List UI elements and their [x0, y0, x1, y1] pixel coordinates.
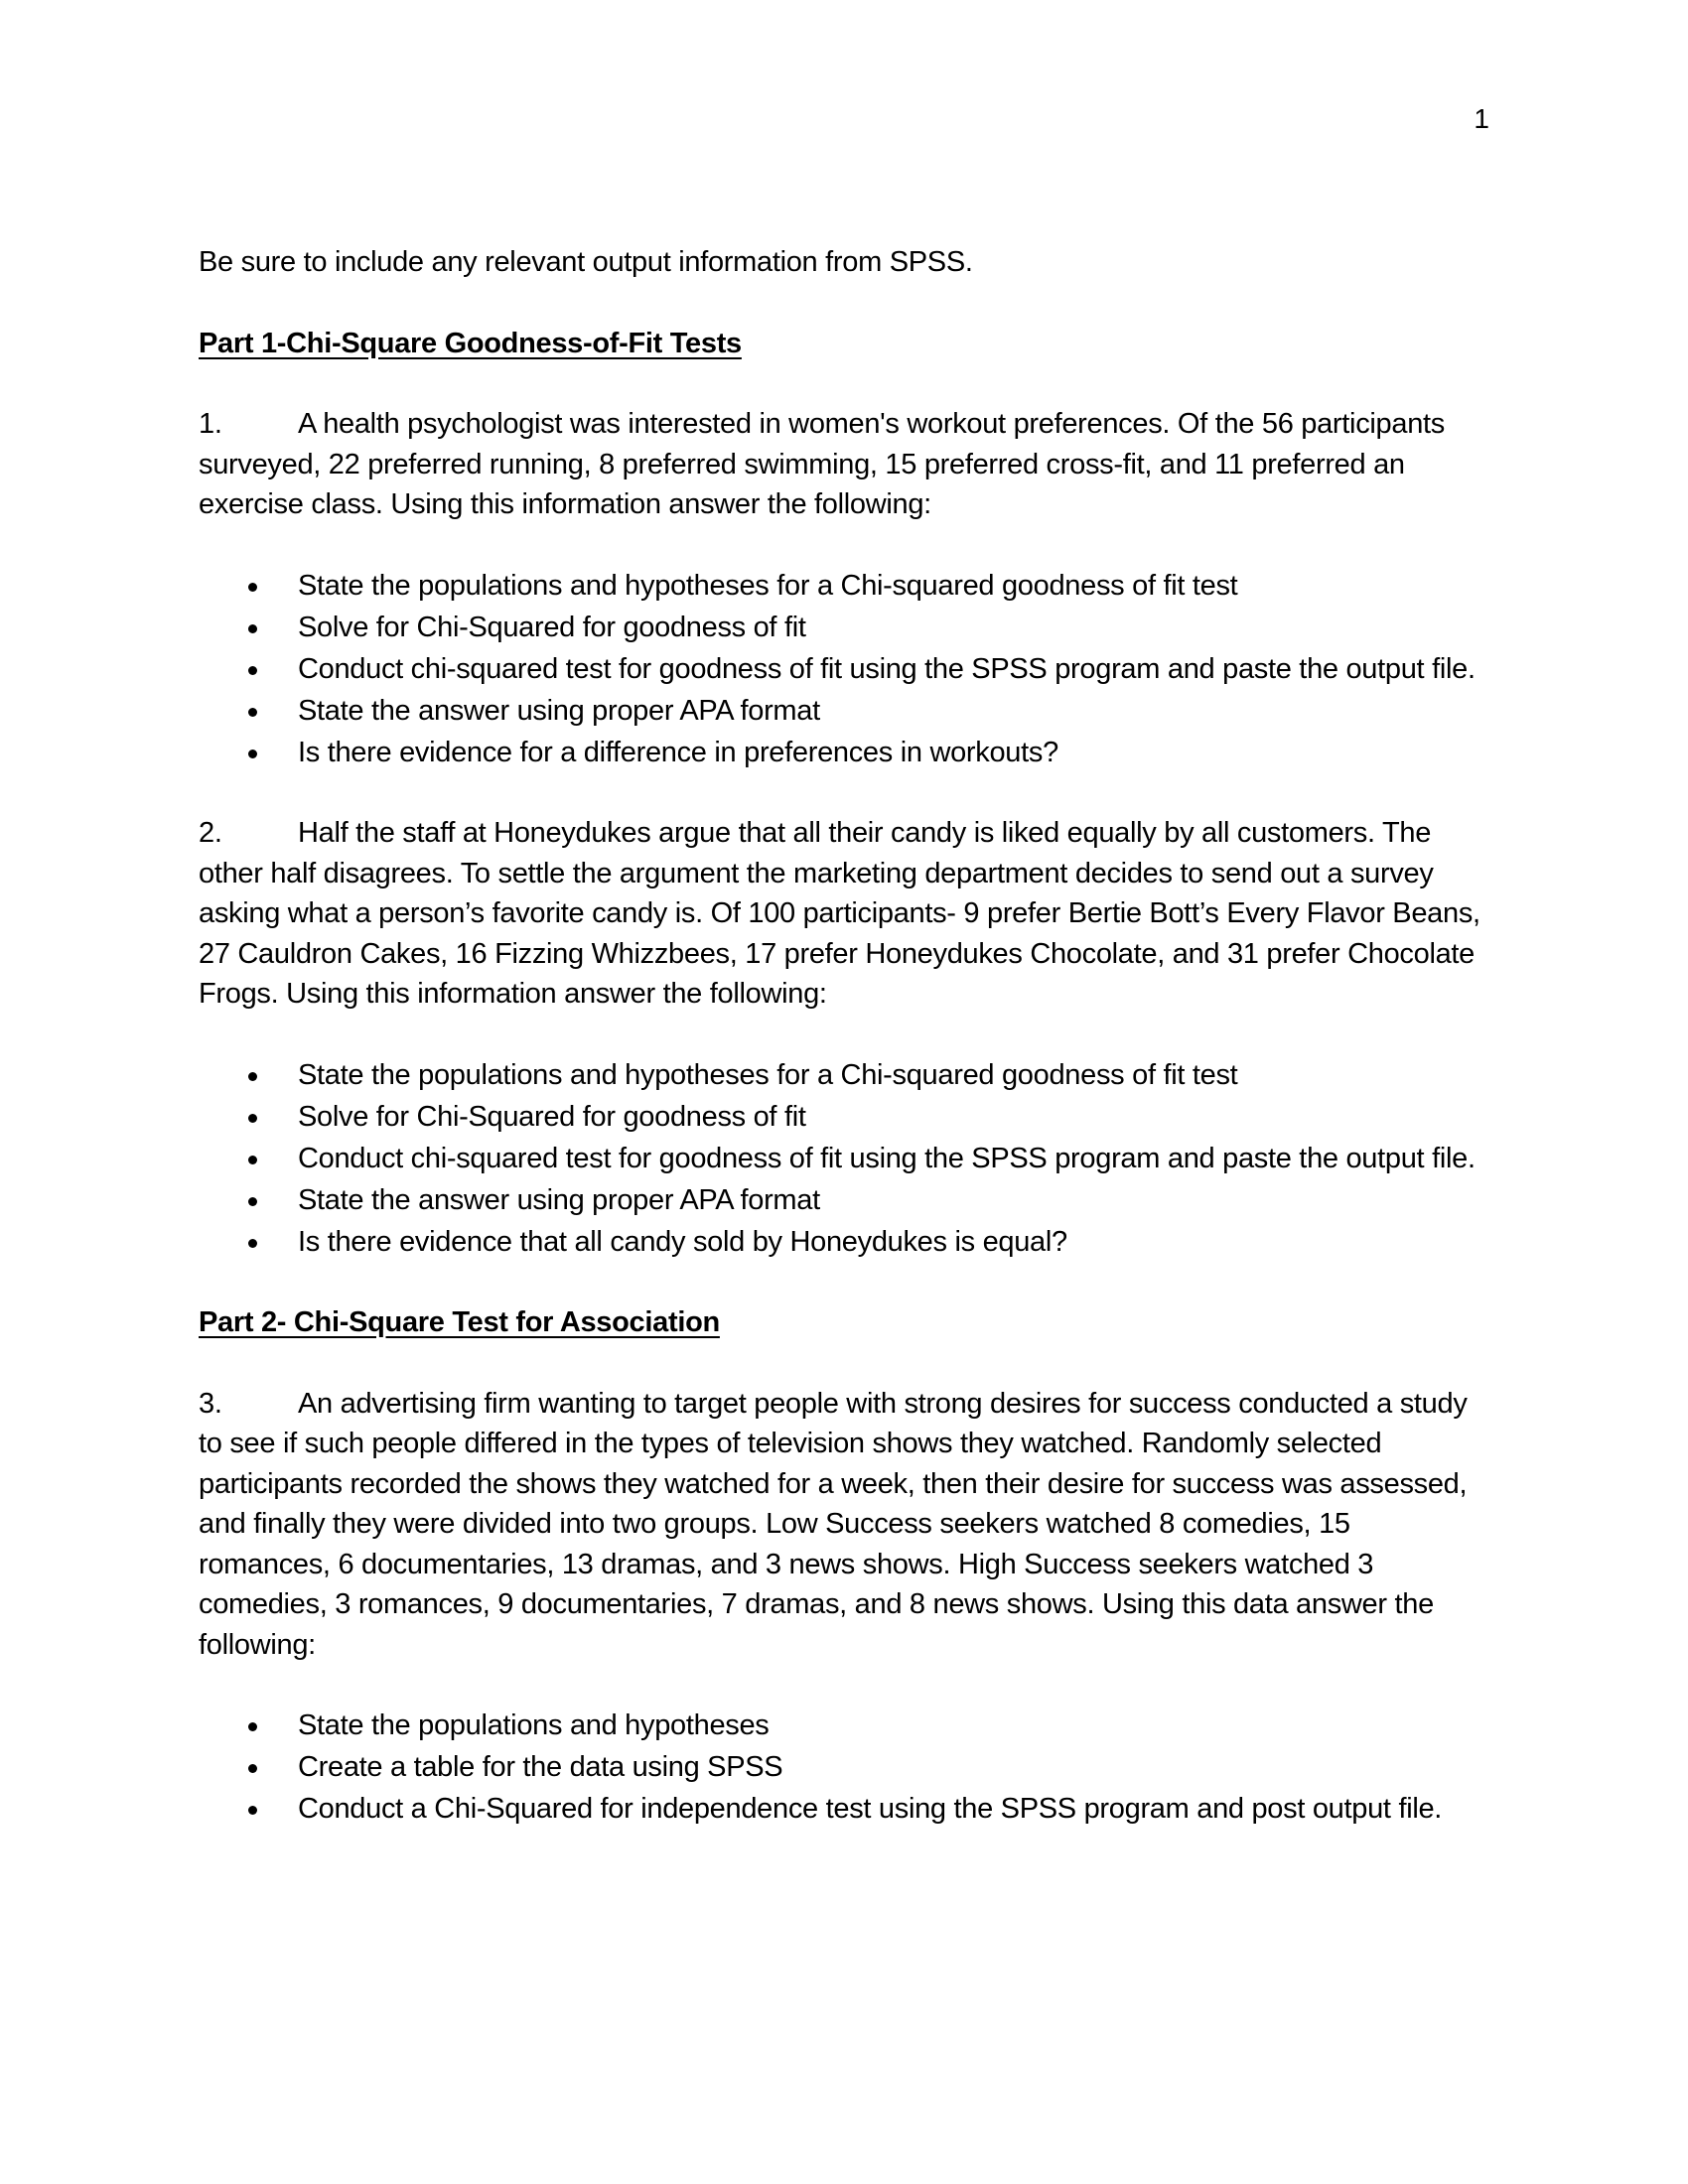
page-number: 1 [1474, 103, 1489, 134]
bullet-icon [248, 1197, 257, 1206]
bullet-icon [248, 666, 257, 675]
list-item [199, 1706, 1489, 1746]
list-item [199, 1180, 1489, 1221]
bullet-text: Solve for Chi-Squared for goodness of fit [298, 1100, 806, 1133]
bullet-icon [248, 1072, 257, 1081]
question-2 [199, 813, 1489, 1015]
bullet-text: State the answer using proper APA format [298, 1183, 820, 1216]
list-item [199, 1222, 1489, 1263]
list-item [199, 1789, 1489, 1830]
bullet-text: Conduct chi-squared test for goodness of fit using the SPSS program and paste the output file. [298, 1142, 1476, 1174]
question-3 [199, 1384, 1489, 1666]
bullet-text: Is there evidence for a difference in preferences in workouts? [298, 736, 1058, 768]
list-item [199, 566, 1489, 607]
bullet-text: Conduct a Chi-Squared for independence test using the SPSS program and post output file. [298, 1793, 1443, 1825]
part2-heading: Part 2- Chi-Square Test for Association [199, 1306, 720, 1338]
question-3-text: An advertising firm wanting to target people with strong desires for success conducted a study to see if such people differed in the types of television shows they watched. Randomly selected participants recorded the shows they watched for a week, then their desire for success was assessed, and finally they were divided into two groups. Low Success seekers watched 8 comedies, 15 romances, 6 documentaries, 13 dramas, and 3 news shows. High Success seekers watched 3 comedies, 3 romances, 9 documentaries, 7 dramas, and 8 news shows. Using this data answer the following: [199, 1387, 1468, 1661]
bullet-text: Solve for Chi-Squared for goodness of fit [298, 611, 806, 643]
list-item [199, 1139, 1489, 1179]
list-item [199, 691, 1489, 732]
bullet-icon [248, 1239, 257, 1248]
bullet-text: Is there evidence that all candy sold by Honeydukes is equal? [298, 1225, 1067, 1258]
bullet-icon [248, 1114, 257, 1123]
question-1-text: A health psychologist was interested in women's workout preferences. Of the 56 participants surveyed, 22 preferred running, 8 preferred swimming, 15 preferred cross-fit, and 11 preferred an exercise class. Using this information answer the following: [199, 408, 1445, 520]
bullet-icon [248, 1764, 257, 1773]
bullet-text: State the answer using proper APA format [298, 694, 820, 727]
bullet-text: State the populations and hypotheses [298, 1709, 770, 1741]
bullet-text: State the populations and hypotheses for a Chi-squared goodness of fit test [298, 1058, 1238, 1091]
list-item [199, 608, 1489, 648]
bullet-icon [248, 708, 257, 717]
question-3-number: 3. [199, 1387, 222, 1420]
bullet-icon [248, 1156, 257, 1164]
bullet-text: State the populations and hypotheses for a Chi-squared goodness of fit test [298, 569, 1238, 602]
intro-text: Be sure to include any relevant output information from SPSS. [199, 246, 973, 278]
question-2-number: 2. [199, 817, 222, 849]
list-item [199, 649, 1489, 690]
question-1-bullets [199, 566, 1489, 773]
question-1-number: 1. [199, 408, 222, 440]
bullet-icon [248, 1722, 257, 1731]
question-2-text: Half the staff at Honeydukes argue that all their candy is liked equally by all customers. The other half disagrees. To settle the argument the marketing department decides to send out a survey asking what a person’s favorite candy is. Of 100 participants- 9 prefer Bertie Bott’s Every Flavor Beans, 27 Cauldron Cakes, 16 Fizzing Whizzbees, 17 prefer Honeydukes Chocolate, and 31 prefer Chocolate Frogs. Using this information answer the following: [199, 817, 1480, 1010]
bullet-icon [248, 583, 257, 592]
list-item [199, 1747, 1489, 1788]
bullet-icon [248, 750, 257, 758]
bullet-text: Conduct chi-squared test for goodness of fit using the SPSS program and paste the output file. [298, 652, 1476, 685]
bullet-icon [248, 1806, 257, 1815]
question-2-bullets [199, 1055, 1489, 1263]
list-item [199, 1097, 1489, 1138]
list-item [199, 1055, 1489, 1096]
list-item [199, 733, 1489, 773]
question-3-bullets [199, 1706, 1489, 1830]
question-1 [199, 404, 1489, 525]
bullet-text: Create a table for the data using SPSS [298, 1751, 783, 1783]
part1-heading: Part 1-Chi-Square Goodness-of-Fit Tests [199, 327, 742, 359]
document-body [199, 242, 1489, 1870]
bullet-icon [248, 624, 257, 633]
